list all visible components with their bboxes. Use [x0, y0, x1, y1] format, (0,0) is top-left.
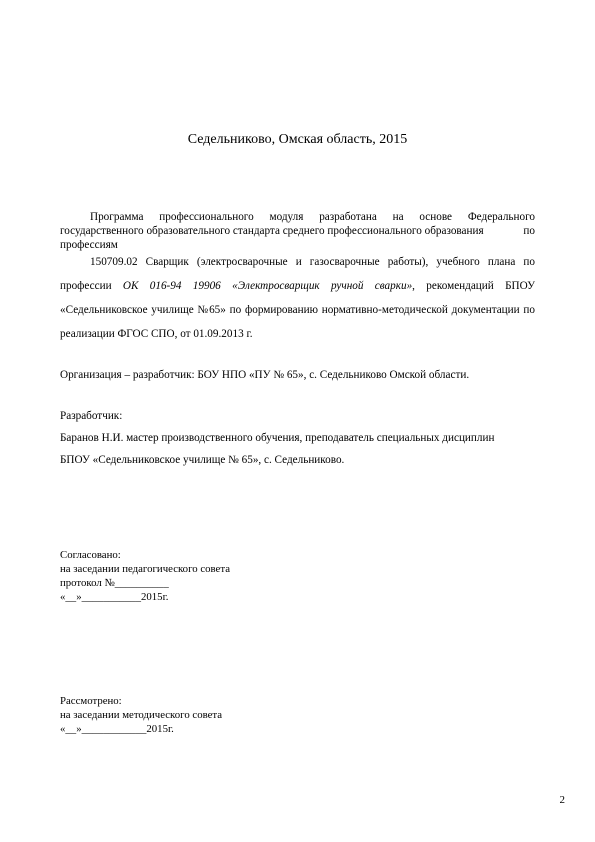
agreed-label: Согласовано: [60, 549, 121, 561]
developer-section [60, 409, 535, 475]
agreed-line-1: на заседании педагогического совета [60, 563, 230, 575]
agreed-section [60, 548, 230, 604]
intro-line-3: профессиям [60, 239, 118, 251]
intro-line-2-left: государственного образовательного стандарта среднего профессионального образования [60, 225, 484, 237]
program-line-1: 150709.02 Сварщик (электросварочные и газосварочные работы), учебного плана по [90, 256, 535, 268]
intro-line-1: Программа профессионального модуля разработана на основе Федерального [90, 211, 535, 223]
developer-line-1: Баранов Н.И. мастер производственного обучения, преподаватель специальных дисциплин [60, 432, 495, 444]
program-profession-code: ОК 016-94 19906 «Электросварщик ручной сварки» [122, 280, 413, 292]
page-number: 2 [559, 794, 565, 806]
reviewed-section [60, 694, 222, 736]
intro-line-2 [60, 224, 535, 238]
organization-line: Организация – разработчик: БОУ НПО «ПУ № 65», с. Седельниково Омской области. [60, 369, 470, 381]
intro-line-2-right: по [523, 225, 535, 237]
program-line-2-c: , рекомендаций БПОУ [412, 280, 535, 292]
program-line-2-a: профессии [60, 280, 123, 292]
program-paragraph [60, 250, 535, 346]
agreed-line-3: «__»___________2015г. [60, 591, 169, 603]
intro-paragraph [60, 210, 535, 252]
program-line-4: реализации ФГОС СПО, от 01.09.2013 г. [60, 328, 253, 340]
developer-label: Разработчик: [60, 410, 123, 422]
program-line-3: «Седельниковское училище №65» по формированию нормативно-методической документации по [60, 304, 535, 316]
reviewed-label: Рассмотрено: [60, 695, 122, 707]
developer-line-2: БПОУ «Седельниковское училище № 65», с. Седельниково. [60, 454, 345, 466]
program-line-2 [60, 274, 535, 298]
reviewed-line-1: на заседании методического совета [60, 709, 223, 721]
agreed-line-2: протокол №__________ [60, 577, 169, 589]
reviewed-line-2: «__»____________2015г. [60, 723, 174, 735]
page-title: Седельниково, Омская область, 2015 [187, 132, 408, 147]
